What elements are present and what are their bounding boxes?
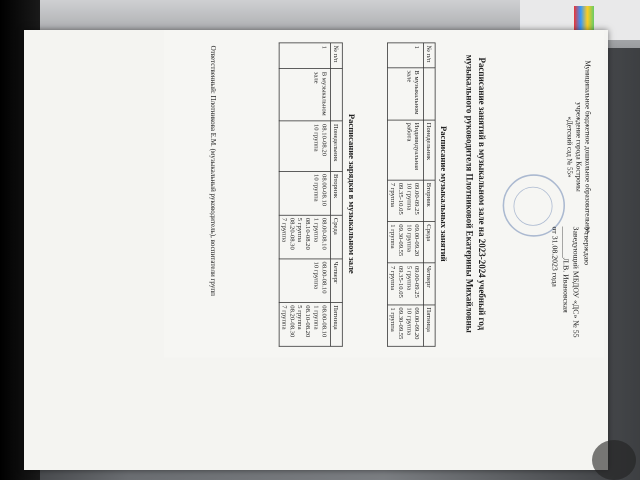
table-cell: 08.00-08.10 1 группа 08.10-08.20 5 группа 08.20-08.30 7 группа xyxy=(279,303,331,347)
table-header-cell: Пятница xyxy=(330,303,342,347)
paper-sheet xyxy=(24,30,608,470)
document-title xyxy=(463,30,487,358)
table-header-cell: № п/п xyxy=(423,43,435,68)
table-header-row xyxy=(423,43,435,346)
table-header-cell: № п/п xyxy=(330,43,342,69)
corner-object xyxy=(592,440,636,480)
table-cell: 09.00-09.25 5 группа 09.35-10.05 7 группа xyxy=(388,263,424,305)
table-header-cell: Пятница xyxy=(423,305,435,347)
table1-heading: Расписание музыкальных занятий xyxy=(438,126,448,262)
table-cell: 09.00-09.20 10 группа 09.30-09.55 1 группа xyxy=(388,305,424,347)
approval-line-2: ________Л.В. Ивановская xyxy=(561,226,570,313)
table-header-cell: Понедельник xyxy=(423,120,435,180)
title-line-2: музыкального руководителя Плотниковой Екатерины Михайловны xyxy=(464,54,475,333)
document-page xyxy=(164,30,604,358)
table-header-cell: Среда xyxy=(423,222,435,264)
approval-block xyxy=(549,227,591,344)
responsible-note: Ответственный: Плотникова Е.М. (музыкальный руководитель), воспитатели групп xyxy=(209,45,218,296)
table-cell: В музыкальном зале xyxy=(279,69,331,121)
approval-line-1: Заведующий МБДОУ «ДС» № 55 xyxy=(571,226,581,338)
exercise-table xyxy=(278,42,342,346)
title-line-1: Расписание занятий в музыкальном зале на 2023-2024 учебный год xyxy=(476,57,487,331)
table-cell: 09.00-09.25 10 группа 09.35-10.05 7 группа xyxy=(388,180,424,222)
table-cell: 08.00-08.10 1 группа 08.10-08.20 5 группа 08.20-08.30 7 группа xyxy=(279,215,331,259)
table-row xyxy=(388,43,424,346)
table-cell: В музыкальном зале xyxy=(388,68,424,120)
table-header-cell xyxy=(423,68,435,120)
table-header-cell xyxy=(330,69,342,121)
table-header-cell: Среда xyxy=(330,215,342,259)
table-header-cell: Вторник xyxy=(330,171,342,215)
org-line-2: «Детский сад № 55» xyxy=(566,116,574,178)
table-cell: Индивидуальная работа xyxy=(388,120,424,180)
approval-line-3: от 31.08.2023 года xyxy=(550,226,560,287)
table-cell: 09.00-09.20 10 группа 09.30-09.55 1 группа xyxy=(388,222,424,264)
approval-heading: Утверждаю xyxy=(582,226,591,266)
table-cell: 1 xyxy=(388,43,424,68)
table-header-cell: Четверг xyxy=(423,263,435,305)
table-header-row xyxy=(330,43,342,346)
table-cell: 08.00-08.10 10 группа xyxy=(279,171,331,215)
organization-header xyxy=(565,46,591,249)
table2-heading: Расписание зарядки в музыкальном зале xyxy=(346,113,356,274)
table-header-cell: Понедельник xyxy=(330,121,342,171)
org-line-1: Муниципальное бюджетное дошкольное образовательное учреждение города Костромы xyxy=(574,60,592,234)
table-cell: 08.10-08.20 10 группа xyxy=(279,121,331,171)
table-row xyxy=(279,43,331,346)
table-cell: 08.00-08.10 10 группа xyxy=(279,259,331,303)
table-cell: 1 xyxy=(279,43,331,69)
music-lessons-table xyxy=(387,42,435,346)
table-header-cell: Вторник xyxy=(423,180,435,222)
table-header-cell: Четверг xyxy=(330,259,342,303)
